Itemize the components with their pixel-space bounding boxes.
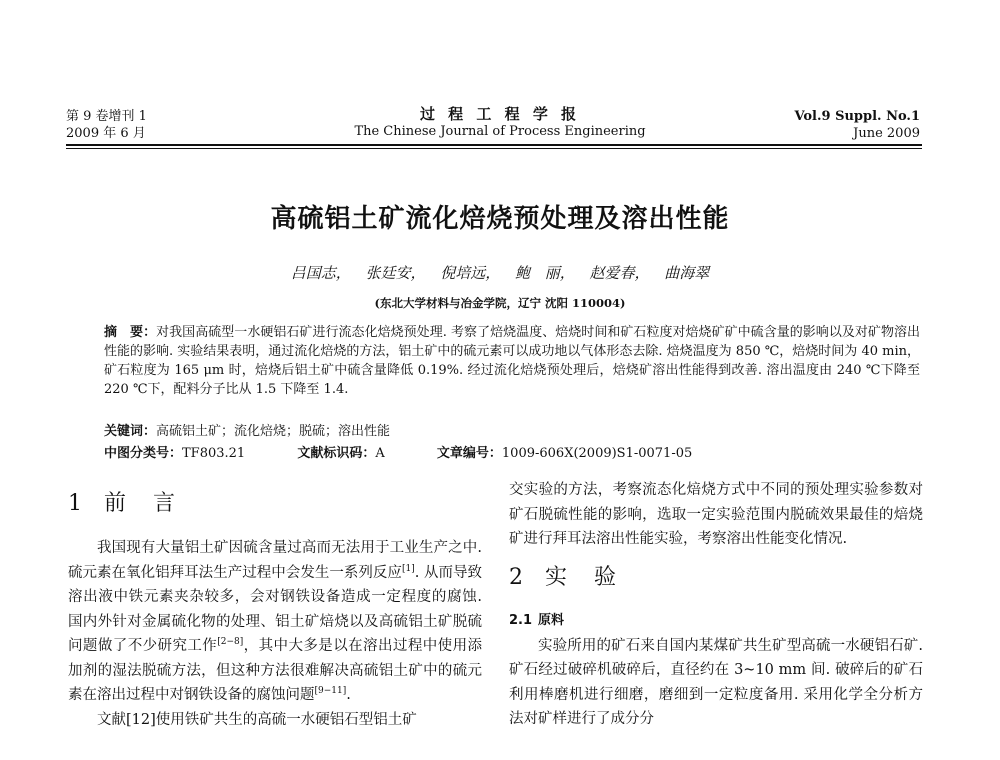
doc-code-label: 文献标识码：	[297, 446, 376, 461]
journal-volume-info	[66, 108, 147, 142]
abstract	[104, 323, 920, 399]
volume-issue: 第 9 卷增刊 1	[66, 109, 147, 124]
journal-volume-en	[760, 108, 920, 142]
left-column	[68, 478, 482, 732]
paper-title: 高硫铝土矿流化焙烧预处理及溶出性能	[270, 204, 730, 234]
citation: [1]	[401, 563, 415, 574]
section-heading-experiment	[509, 558, 923, 598]
intro-paragraph-continued: 交实验的方法，考察流态化焙烧方式中不同的预处理实验参数对矿石脱硫性能的影响，选取一定实验范围内脱硫效果最佳的焙烧矿进行拜耳法溶出性能实验，考察溶出性能变化情况.	[509, 482, 923, 547]
intro-paragraph-2: 文献[12]使用铁矿共生的高硫一水硬铝石型铝土矿	[97, 711, 417, 728]
subsection-title: 原料	[538, 612, 565, 628]
subsection-number: 2.1	[509, 612, 533, 628]
keywords-text: 高硫铝土矿；流化焙烧；脱硫；溶出性能	[156, 424, 391, 439]
abstract-label: 摘 要：	[104, 325, 157, 340]
clc-label: 中图分类号：	[104, 446, 183, 461]
publication-date-en: June 2009	[853, 126, 920, 141]
paper-affiliation: (东北大学材料与冶金学院，辽宁 沈阳 110004)	[374, 296, 626, 310]
citation: [9−11]	[314, 686, 347, 697]
keywords-label: 关键词：	[104, 424, 157, 439]
text-run: ，其中大多是以在溶出过程中使用添加剂的湿法脱硫方法，但这种方法很难解决高硫铝土矿中的硫元素在溶出过程中对钢铁设备的腐蚀问题	[68, 638, 483, 703]
journal-name-cn: 过 程 工 程 学 报	[419, 105, 581, 123]
text-run: 我国现有大量铝土矿因硫含量过高而无法用于工业生产之中. 硫元素在氧化铝拜耳法生产过程中会发生一系列反应	[68, 540, 482, 581]
section-title: 实 验	[545, 564, 626, 590]
keywords	[104, 420, 920, 439]
journal-name-en: The Chinese Journal of Process Engineering	[354, 124, 646, 139]
header-rule-thin	[66, 148, 922, 149]
section-number: 1	[68, 491, 84, 516]
section-heading-introduction	[68, 484, 482, 524]
article-number-label: 文章编号：	[436, 446, 502, 461]
publication-date-cn: 2009 年 6 月	[66, 126, 146, 141]
article-number-value: 1009-606X(2009)S1-0071-05	[501, 446, 693, 461]
right-column	[509, 478, 923, 732]
subsection-heading-materials	[509, 610, 923, 632]
section-title: 前 言	[104, 491, 185, 516]
text-run: . 从而导致溶出液中铁元素夹杂较多，会对钢铁设备造成一定程度的腐蚀. 国内外针对金属硫化物的处理、铝土矿焙烧以及高硫铝土矿脱硫问题做了不少研究工作	[68, 564, 482, 654]
header-rule-thick	[66, 144, 922, 146]
classification-line	[104, 442, 920, 461]
paper-authors: 吕国志， 张廷安， 倪培远， 鲍 丽， 赵爱春， 曲海翠	[290, 264, 710, 282]
text-run: .	[346, 687, 351, 703]
intro-paragraph-1	[68, 536, 482, 708]
materials-paragraph: 实验所用的矿石来自国内某煤矿共生矿型高硫一水硬铝石矿. 矿石经过破碎机破碎后，直径约在 3~10 mm 间. 破碎后的矿石利用棒磨机进行细磨，磨细到一定粒度备用. 采用化学全分析方法对矿样进行了成分分	[509, 637, 923, 727]
journal-name	[300, 106, 700, 140]
abstract-text: 对我国高硫型一水硬铝石矿进行流态化焙烧预处理. 考察了焙烧温度、焙烧时间和矿石粒度对焙烧矿矿中硫含量的影响以及对矿物溶出性能的影响. 实验结果表明，通过流化焙烧的方法，铝土矿中的硫元素可以成功地以气体形态去除. 焙烧温度为 850 ℃，焙烧时间为 40 min，矿石粒度为 165 μm 时，焙烧后铝土矿中硫含量降低 0.19%. 经过流化焙烧预处理后，焙烧矿溶出性能得到改善. 溶出温度由 240 ℃下降至 220 ℃下，配料分子比从 1.5 下降至 1.4.	[104, 325, 920, 397]
section-number: 2	[509, 564, 525, 590]
volume-en: Vol.9 Suppl. No.1	[794, 109, 920, 124]
clc-value: TF803.21	[182, 446, 246, 461]
doc-code-value: A	[375, 446, 385, 461]
citation: [2−8]	[217, 637, 244, 648]
